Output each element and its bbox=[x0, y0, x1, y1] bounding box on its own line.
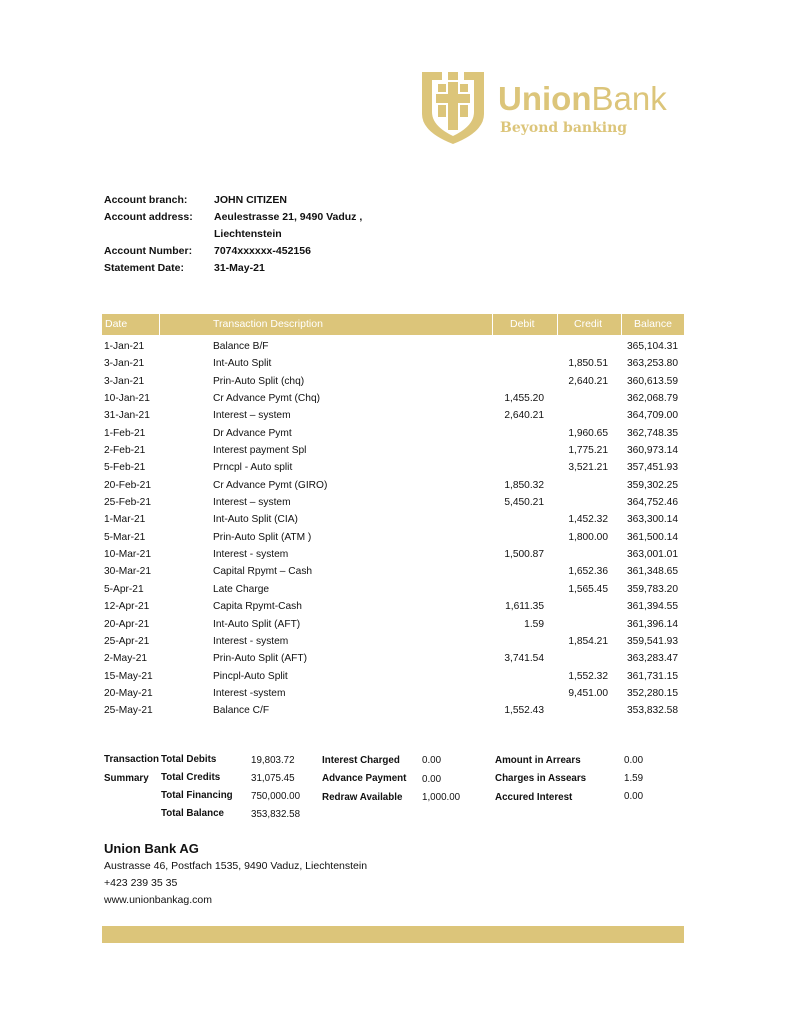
table-row bbox=[102, 702, 684, 719]
accured-interest-label: Accured Interest bbox=[495, 792, 573, 803]
account-number-value: 7074xxxxxx-452156 bbox=[214, 245, 311, 257]
table-row bbox=[102, 563, 684, 580]
table-row bbox=[102, 390, 684, 407]
cell-balance: 364,709.00 bbox=[627, 410, 678, 422]
cell-description: Interest -system bbox=[213, 687, 286, 699]
cell-description: Prin-Auto Split (AFT) bbox=[213, 653, 307, 665]
cell-credit: 1,652.36 bbox=[568, 566, 608, 578]
statement-date-label: Statement Date: bbox=[104, 262, 184, 274]
cell-credit: 3,521.21 bbox=[568, 462, 608, 474]
cell-debit: 1,552.43 bbox=[504, 705, 544, 717]
cell-description: Cr Advance Pymt (Chq) bbox=[213, 393, 321, 405]
cell-balance: 357,451.93 bbox=[627, 462, 678, 474]
cell-debit: 2,640.21 bbox=[504, 410, 544, 422]
advance-payment-label: Advance Payment bbox=[322, 773, 407, 784]
table-row bbox=[102, 355, 684, 372]
header-divider bbox=[621, 314, 622, 335]
charges-arrears-value: 1.59 bbox=[624, 773, 644, 784]
header-divider bbox=[492, 314, 493, 335]
total-financing-value: 750,000.00 bbox=[251, 791, 301, 802]
brand-tagline: Beyond banking bbox=[500, 120, 628, 136]
total-financing-label: Total Financing bbox=[161, 790, 233, 801]
summary-title-line1: Transaction bbox=[104, 754, 159, 765]
cell-description: Int-Auto Split bbox=[213, 358, 272, 370]
account-address-label: Account address: bbox=[104, 211, 193, 223]
table-row bbox=[102, 407, 684, 424]
cell-description: Capita Rpymt-Cash bbox=[213, 601, 302, 613]
cell-debit: 1.59 bbox=[524, 618, 544, 630]
total-balance-label: Total Balance bbox=[161, 808, 224, 819]
cell-balance: 360,973.14 bbox=[627, 445, 678, 457]
cell-date: 2-Feb-21 bbox=[104, 445, 146, 457]
cell-date: 20-May-21 bbox=[104, 687, 153, 699]
advance-payment-value: 0.00 bbox=[422, 774, 442, 785]
footer-phone: +423 239 35 35 bbox=[104, 877, 178, 889]
header-description: Transaction Description bbox=[213, 318, 323, 330]
cell-credit: 1,960.65 bbox=[568, 427, 608, 439]
cell-description: Balance C/F bbox=[213, 705, 270, 717]
cell-description: Interest payment Spl bbox=[213, 445, 307, 457]
cell-balance: 364,752.46 bbox=[627, 497, 678, 509]
total-debits-label: Total Debits bbox=[161, 754, 217, 765]
cell-balance: 362,068.79 bbox=[627, 393, 678, 405]
summary-title-line2: Summary bbox=[104, 773, 149, 784]
table-row bbox=[102, 598, 684, 615]
footer-bank-name: Union Bank AG bbox=[104, 841, 199, 856]
header-credit: Credit bbox=[574, 318, 603, 330]
cell-balance: 362,748.35 bbox=[627, 427, 678, 439]
cell-date: 1-Jan-21 bbox=[104, 341, 145, 352]
cell-balance: 361,396.14 bbox=[627, 618, 678, 630]
cell-balance: 361,394.55 bbox=[627, 601, 678, 613]
table-row bbox=[102, 546, 684, 563]
cell-description: Prncpl - Auto split bbox=[213, 462, 293, 474]
cell-debit: 1,500.87 bbox=[504, 549, 544, 561]
amount-arrears-label: Amount in Arrears bbox=[495, 755, 581, 766]
cell-date: 5-Feb-21 bbox=[104, 462, 146, 474]
cell-description: Cr Advance Pymt (GIRO) bbox=[213, 479, 328, 491]
total-credits-value: 31,075.45 bbox=[251, 773, 295, 784]
cell-date: 20-Apr-21 bbox=[104, 618, 150, 630]
table-row bbox=[102, 338, 684, 355]
cell-balance: 359,541.93 bbox=[627, 635, 678, 647]
cell-debit: 3,741.54 bbox=[504, 653, 544, 665]
cell-date: 10-Jan-21 bbox=[104, 393, 150, 405]
cell-date: 25-Feb-21 bbox=[104, 497, 152, 509]
cell-date: 31-Jan-21 bbox=[104, 410, 150, 422]
table-row bbox=[102, 373, 684, 390]
table-body bbox=[102, 338, 684, 720]
cell-balance: 352,280.15 bbox=[627, 687, 678, 699]
transactions-table bbox=[102, 314, 684, 720]
cell-debit: 1,611.35 bbox=[505, 601, 544, 613]
cell-date: 15-May-21 bbox=[104, 670, 153, 682]
cell-credit: 1,800.00 bbox=[568, 531, 608, 543]
total-balance-value: 353,832.58 bbox=[251, 809, 301, 820]
table-header bbox=[102, 314, 684, 335]
table-row bbox=[102, 529, 684, 546]
interest-charged-value: 0.00 bbox=[422, 755, 442, 766]
table-row bbox=[102, 425, 684, 442]
cell-balance: 360,613.59 bbox=[627, 375, 678, 387]
cell-description: Dr Advance Pymt bbox=[213, 427, 292, 439]
account-branch-label: Account branch: bbox=[104, 194, 188, 206]
table-row bbox=[102, 511, 684, 528]
cell-credit: 1,565.45 bbox=[568, 583, 608, 595]
accured-interest-value: 0.00 bbox=[624, 791, 644, 802]
cell-description: Balance B/F bbox=[213, 341, 269, 352]
header-balance: Balance bbox=[634, 318, 672, 330]
cell-balance: 359,302.25 bbox=[627, 479, 678, 491]
header-divider bbox=[159, 314, 160, 335]
redraw-available-value: 1,000.00 bbox=[422, 792, 461, 803]
table-row bbox=[102, 581, 684, 598]
cell-description: Capital Rpymt – Cash bbox=[213, 566, 313, 578]
cell-balance: 363,001.01 bbox=[627, 549, 678, 561]
table-row bbox=[102, 477, 684, 494]
cell-description: Interest - system bbox=[213, 635, 289, 647]
brand-name: UnionBank bbox=[498, 80, 667, 117]
header-debit: Debit bbox=[510, 318, 535, 330]
cell-balance: 359,783.20 bbox=[627, 583, 678, 595]
account-address-line2: Liechtenstein bbox=[214, 228, 282, 240]
cell-debit: 1,455.20 bbox=[504, 393, 544, 405]
redraw-available-label: Redraw Available bbox=[322, 792, 403, 803]
bank-contact-footer bbox=[104, 840, 367, 909]
cell-balance: 363,300.14 bbox=[627, 514, 678, 526]
cell-date: 3-Jan-21 bbox=[104, 375, 145, 387]
header-divider bbox=[557, 314, 558, 335]
table-row bbox=[102, 650, 684, 667]
bank-logo bbox=[422, 72, 692, 144]
cell-date: 3-Jan-21 bbox=[104, 358, 145, 370]
cell-description: Int-Auto Split (CIA) bbox=[213, 514, 298, 526]
cell-date: 5-Apr-21 bbox=[104, 583, 144, 595]
statement-date-value: 31-May-21 bbox=[214, 262, 265, 274]
table-row bbox=[102, 685, 684, 702]
cell-balance: 353,832.58 bbox=[627, 705, 678, 717]
cell-balance: 363,283.47 bbox=[627, 653, 678, 665]
cell-date: 10-Mar-21 bbox=[104, 549, 151, 561]
cell-credit: 2,640.21 bbox=[568, 375, 608, 387]
cell-date: 25-Apr-21 bbox=[104, 635, 150, 647]
table-row bbox=[102, 633, 684, 650]
table-row bbox=[102, 442, 684, 459]
cell-date: 2-May-21 bbox=[104, 653, 148, 665]
charges-arrears-label: Charges in Assears bbox=[495, 773, 587, 784]
cell-credit: 1,452.32 bbox=[568, 514, 608, 526]
cell-description: Pincpl-Auto Split bbox=[213, 670, 288, 682]
cell-balance: 361,348.65 bbox=[627, 566, 678, 578]
header-date: Date bbox=[105, 318, 128, 330]
cell-date: 25-May-21 bbox=[104, 705, 153, 717]
cell-debit: 5,450.21 bbox=[504, 497, 544, 509]
footer-bar bbox=[102, 926, 684, 943]
account-branch-value: JOHN CITIZEN bbox=[214, 194, 287, 206]
cell-date: 1-Mar-21 bbox=[104, 514, 146, 526]
cell-balance: 363,253.80 bbox=[627, 358, 678, 370]
total-debits-value: 19,803.72 bbox=[251, 755, 295, 766]
cell-description: Interest – system bbox=[213, 410, 291, 422]
cell-description: Interest – system bbox=[213, 497, 291, 509]
cell-description: Late Charge bbox=[213, 583, 270, 595]
cell-balance: 365,104.31 bbox=[627, 341, 678, 352]
cell-date: 12-Apr-21 bbox=[104, 601, 150, 613]
cell-date: 20-Feb-21 bbox=[104, 479, 152, 491]
account-number-label: Account Number: bbox=[104, 245, 193, 257]
cell-balance: 361,500.14 bbox=[627, 531, 678, 543]
cell-date: 1-Feb-21 bbox=[104, 427, 146, 439]
table-row bbox=[102, 459, 684, 476]
interest-charged-label: Interest Charged bbox=[322, 755, 400, 766]
cell-credit: 1,775.21 bbox=[568, 445, 608, 457]
cell-description: Int-Auto Split (AFT) bbox=[213, 618, 301, 630]
cell-date: 30-Mar-21 bbox=[104, 566, 151, 578]
total-credits-label: Total Credits bbox=[161, 772, 221, 783]
amount-arrears-value: 0.00 bbox=[624, 755, 644, 766]
cell-date: 5-Mar-21 bbox=[104, 531, 146, 543]
cell-debit: 1,850.32 bbox=[504, 479, 544, 491]
table-row bbox=[102, 494, 684, 511]
cell-description: Prin-Auto Split (ATM ) bbox=[213, 531, 312, 543]
footer-address: Austrasse 46, Postfach 1535, 9490 Vaduz, Liechtenstein bbox=[104, 860, 368, 872]
table-row bbox=[102, 668, 684, 685]
account-address-line1: Aeulestrasse 21, 9490 Vaduz , bbox=[214, 211, 363, 223]
table-row bbox=[102, 616, 684, 633]
footer-website[interactable]: www.unionbankag.com bbox=[104, 894, 212, 906]
cell-description: Interest - system bbox=[213, 549, 289, 561]
cell-description: Prin-Auto Split (chq) bbox=[213, 375, 305, 387]
cell-credit: 1,850.51 bbox=[568, 358, 608, 370]
cell-credit: 1,552.32 bbox=[568, 670, 608, 682]
union-bank-emblem-icon bbox=[422, 72, 484, 144]
cell-credit: 1,854.21 bbox=[568, 635, 608, 647]
cell-balance: 361,731.15 bbox=[627, 670, 678, 682]
cell-credit: 9,451.00 bbox=[568, 687, 608, 699]
